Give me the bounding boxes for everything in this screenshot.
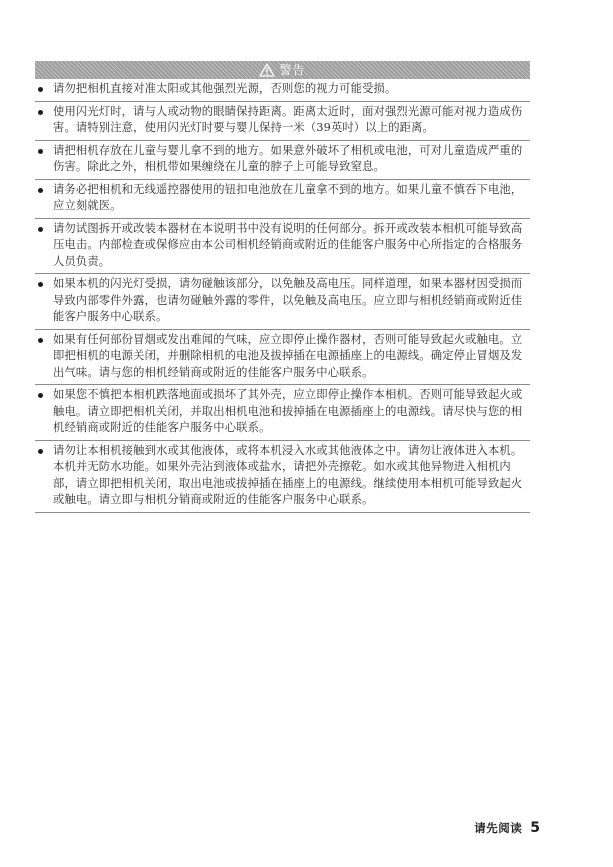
bullet-icon [38,393,43,398]
bullet-icon [38,87,43,92]
bullet-icon [38,338,43,343]
section-label: 请先阅读 [474,821,523,835]
list-item [35,141,530,180]
warning-title: 警告 [279,63,306,77]
list-item-text: 如果有任何部份冒烟或发出难闻的气味，应立即停止操作器材，否则可能导致起火或触电。立即把相机的电源关闭，并删除相机的电池及拔掉插在电源插座上的电源线。确定停止冒烟及发出气味。请与您的相机经销商或附近的佳能客户服务中心联系。 [53,332,523,379]
bullet-icon [38,449,43,454]
list-item-text: 如果您不慎把本相机跌落地面或损坏了其外壳，应立即停止操作本相机。否则可能导致起火或触电。请立即把相机关闭，并取出相机电池和拔掉插在电源插座上的电源线。请尽快与您的相机经销商或附近的佳能客户服务中心联系。 [53,388,523,434]
bullet-icon [38,188,43,193]
list-item-text: 请把相机存放在儿童与婴儿拿不到的地方。如果意外破坏了相机或电池，可对儿童造成严重的伤害。除此之外，相机带如果缠绕在儿童的脖子上可能导致窒息。 [53,143,523,173]
list-item [35,219,530,275]
list-item [35,180,530,219]
page-footer [474,820,540,836]
list-item-text: 请务必把相机和无线遥控器使用的钮扣电池放在儿童拿不到的地方。如果儿童不慎吞下电池，应立刻就医。 [53,182,523,212]
bullet-icon [38,227,43,232]
page-number: 5 [530,820,540,836]
warning-list [35,79,530,513]
list-item-text: 请勿让本相机接触到水或其他液体，或将本机浸入水或其他液体之中。请勿让液体进入本机。本机并无防水功能。如果外壳沾到液体或盐水，请把外壳擦乾。如水或其他异物进入相机内部，请立即把相机关闭，取出电池或拔掉插在插座上的电源线。继续使用本相机可能导致起火或触电。请立即与相机分销商或附近的佳能客户服务中心联系。 [53,443,523,506]
list-item-text: 如果本机的闪光灯受损，请勿碰触该部分，以免触及高电压。同样道理，如果本器材因受损而导致内部零件外露，也请勿碰触外露的零件，以免触及高电压。应立即与相机经销商或附近佳能客户服务中心联系。 [53,277,523,323]
list-item [35,274,530,330]
list-item [35,385,530,441]
list-item [35,102,530,141]
list-item [35,79,530,102]
list-item-text: 请勿把相机直接对准太阳或其他强烈光源，否则您的视力可能受损。 [53,82,397,95]
list-item-text: 使用闪光灯时，请与人或动物的眼睛保持距离。距离太近时，面对强烈光源可能对视力造成伤害。请特别注意，使用闪光灯时要与婴儿保持一米（39英吋）以上的距离。 [53,104,523,134]
bullet-icon [38,149,43,154]
bullet-icon [38,110,43,115]
warning-triangle-icon [259,63,275,77]
list-item [35,441,530,513]
warning-header [259,63,305,77]
warning-header-bar [35,61,530,79]
list-item-text: 请勿试图拆开或改装本器材在本说明书中没有说明的任何部分。拆开或改装本相机可能导致高压电击。内部检查或保修应由本公司相机经销商或附近的佳能客户服务中心所指定的合格服务人员负责。 [53,221,523,268]
bullet-icon [38,282,43,287]
list-item [35,330,530,386]
